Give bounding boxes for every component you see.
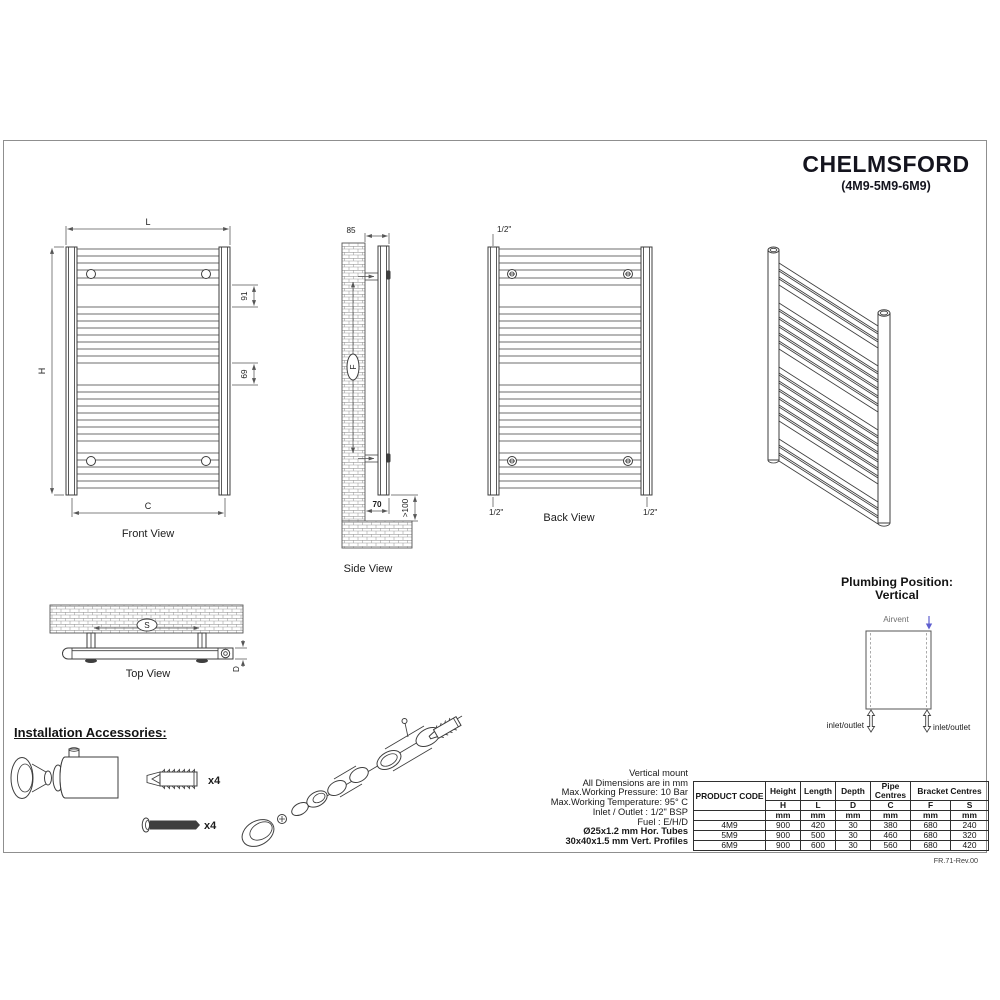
col-depth: Depth <box>836 782 871 801</box>
revision-label: FR.71-Rev.00 <box>933 856 978 865</box>
front-view-drawing <box>37 217 258 540</box>
note-line: 30x40x1.5 mm Vert. Profiles <box>565 835 688 846</box>
inlet-arrow-right-icon <box>924 710 931 732</box>
perspective-view-drawing <box>768 247 890 526</box>
side-view-drawing <box>342 226 418 575</box>
airvent-arrow-icon <box>926 624 932 630</box>
airvent-label: Airvent <box>883 615 909 624</box>
top-balloon-s: S <box>144 621 150 630</box>
note-line: All Dimensions are in mm <box>582 777 688 788</box>
back-conn-bottom-left: 1/2" <box>489 508 504 517</box>
front-dim-length: L <box>145 217 151 227</box>
col-product-code: PRODUCT CODE <box>694 782 766 811</box>
front-dim-height: H <box>37 367 47 375</box>
top-rail-tube <box>63 648 234 659</box>
accessories-title: Installation Accessories: <box>14 725 167 740</box>
bracket-drawing <box>11 748 118 799</box>
screw-drawing <box>142 818 200 832</box>
back-conn-top: 1/2" <box>497 225 512 234</box>
back-bracket-screws <box>508 270 633 466</box>
side-wall-brick <box>342 243 365 521</box>
front-view-label: Front View <box>121 528 175 540</box>
plumbing-title: Plumbing Position: Vertical <box>840 575 954 602</box>
back-view-label: Back View <box>543 512 595 524</box>
table-letter-row: H L D C F S <box>694 801 989 811</box>
table-header-row <box>694 782 989 801</box>
inlet-arrow-left-icon <box>868 710 875 732</box>
screw-qty: x4 <box>204 820 217 832</box>
back-view-drawing <box>488 225 657 524</box>
note-line: Max.Working Temperature: 95° C <box>550 797 688 808</box>
top-view-drawing <box>50 605 247 680</box>
note-line: Inlet / Outlet : 1/2" BSP <box>592 806 688 817</box>
wall-plug-qty: x4 <box>208 775 221 787</box>
side-view-label: Side View <box>343 563 393 575</box>
top-dim-depth: D <box>232 666 241 672</box>
note-line: Fuel : E/H/D <box>637 816 688 827</box>
plumbing-diagram <box>827 615 971 732</box>
side-dim-70: 70 <box>372 500 382 509</box>
side-dim-85: 85 <box>346 226 356 235</box>
inlet-outlet-right-label: inlet/outlet <box>933 723 971 732</box>
note-line: Ø25x1.2 mm Hor. Tubes <box>583 826 688 837</box>
table-row-4m9: 4M9 900 420 30 380 680 240 <box>694 821 989 831</box>
table-row-5m9: 5M9 900 500 30 460 680 320 <box>694 831 989 841</box>
spec-table <box>693 781 989 851</box>
product-codes: (4M9-5M9-6M9) <box>841 179 931 193</box>
note-line: Max.Working Pressure: 10 Bar <box>561 787 688 798</box>
wall-plug-drawing <box>147 770 197 789</box>
product-title: CHELMSFORD <box>802 151 970 177</box>
plumbing-radiator-outline <box>866 631 931 709</box>
col-bracket-centres: Bracket Centres <box>911 782 989 801</box>
top-view-label: Top View <box>125 668 171 680</box>
col-length: Length <box>801 782 836 801</box>
table-unit-row: mm mm mm mm mm mm <box>694 811 989 821</box>
table-row-6m9: 6M9 900 600 30 560 680 420 <box>694 841 989 851</box>
spec-notes <box>455 769 688 847</box>
col-pipe-centres: Pipe Centres <box>871 782 911 801</box>
front-dim-91: 91 <box>240 291 249 301</box>
back-conn-bottom-right: 1/2" <box>643 508 658 517</box>
front-dim-pipe-centres: C <box>144 501 152 511</box>
note-line: Vertical mount <box>629 768 688 778</box>
front-bracket-circles <box>87 270 211 466</box>
inlet-outlet-left-label: inlet/outlet <box>826 721 864 730</box>
col-height: Height <box>766 782 801 801</box>
exploded-assembly-drawing <box>237 715 462 852</box>
side-dim-floor-clearance: >100 <box>401 498 410 518</box>
side-balloon-f: F <box>349 364 358 370</box>
side-floor-brick <box>342 521 412 548</box>
front-dim-69: 69 <box>240 369 249 379</box>
